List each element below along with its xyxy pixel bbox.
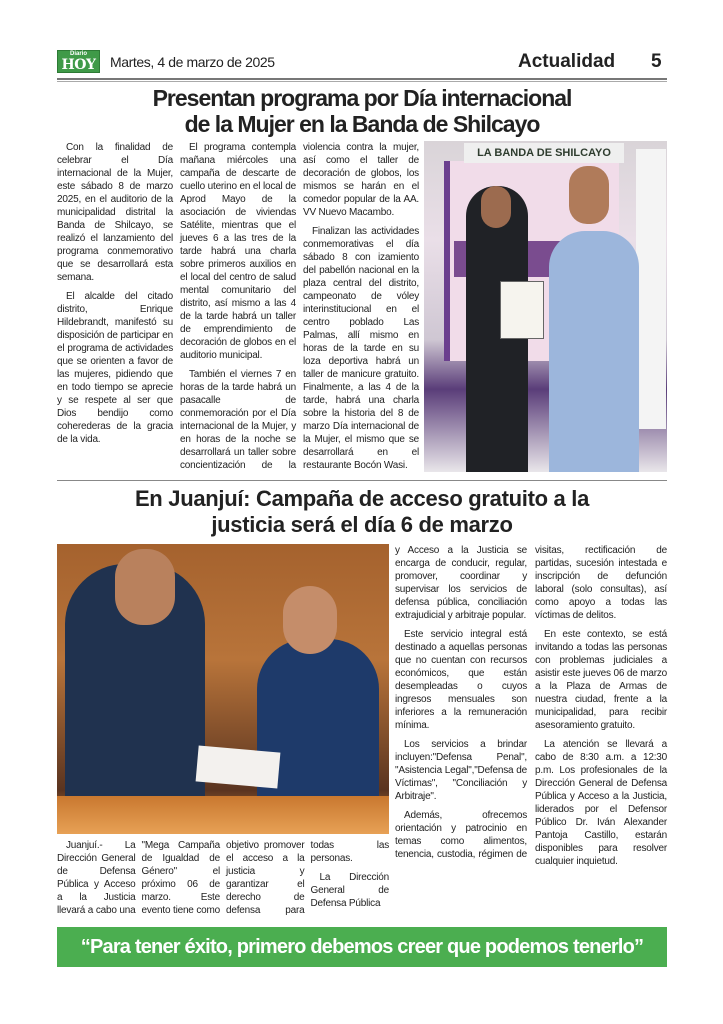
man-head [115,549,175,625]
article1-paragraph: El programa contempla mañana miércoles una campaña de descarte de cuello uterino en el local de Aprod Mayo de la asociación de viviendas Satélite, mientras que el jueves 6 a las tres de la tarde habrá una charla sobre primeros auxilios en el local del centro de salud mental comunitario del distrito, así mismo a las 4 de la tarde habrá un taller de emprendimiento de decoración de globos en el auditorio municipal. [180,142,296,361]
logo-top-text: Diario [69,51,87,57]
article2-paragraph: En este contexto, se está invitando a todas las personas con problemas judiciales a asistir este jueves 06 de marzo a la Plaza de Armas de nuestra ciudad, frente a la municipalidad, para recibir asesoramiento gratuito. [535,629,667,731]
article1-paragraph: El alcalde del citado distrito, Enrique Hildebrandt, manifestó su disposición de participar en el programa de actividades que se orienten a favor de las mujeres, pidiendo que en todo tiempo se aprecie y se respete al ser que Dios bendijo como coherederas de la gracia de la vida. [57,291,173,445]
logo-main-text: HOY [61,57,96,73]
article2-paragraph: Además, ofrecemos orientación y patrocinio en temas como alimentos, tenencia, custodia, régimen de visitas, rectificación de partidas, sucesión intestada e inscripción de defunción laboral (solo consultas), así como apoyo a todas las víctimas de delitos. [395,545,667,860]
article1-headline [57,85,667,137]
page-number: 5 [651,51,662,72]
article1-paragraph: Finalizan las actividades conmemorativas el día sábado 8 con izamiento del pabellón nacional en la plaza central del distrito, campeonato de vóley interinstitucional en el centro poblado Las Palmas, allí mismo en horas de la tarde en su loza deportiva habrá un taller de manicure gratuito. Finalmente, a las 4 de la tarde, habrá una charla sobre la historia del 8 de marzo Día internacional de la Mujer, el mismo que se desarrollará en el restaurante Bocón Wasi. [303,226,419,471]
article2-photo [57,544,389,834]
document-paper [196,745,281,788]
article2-paragraph: La atención se llevará a cabo de 8:30 a.m. a 12:30 p.m. Los profesionales de la Dirección General de Defensa Pública y Acceso a la Justicia, liderados por el Defensor Público Dr. Iván Alexander Pantoja Castillo, estarán disponibles para resolver cualquier inquietud. [535,739,667,867]
article1-headline-line1: Presentan programa por Día internacional [152,85,572,111]
article2-body-bottom [57,839,389,917]
article2-paragraph: Juanjuí.- La Dirección General de Defensa Pública y Acceso a la Justicia llevará a cabo una "Mega Campaña de Igualdad de Género" el próximo 06 de marzo. Este evento tiene como objetivo promover el acceso a la justicia y garantizar el derecho de defensa para todas las personas. [57,840,389,916]
article1 [57,141,667,472]
certificate [500,281,544,339]
mayor-figure [549,231,639,472]
article1-photo [424,141,667,472]
article2 [57,544,667,917]
quote-banner: “Para tener éxito, primero debemos creer que podemos tenerlo” [57,927,667,967]
photo-sign: LA BANDA DE SHILCAYO [464,143,624,163]
article2-paragraph: Este servicio integral está destinado a aquellas personas que no cuentan con recursos económicos, que están desempleadas o cuyos ingresos mensuales son inferiores a la remuneración mínima. [395,629,527,731]
article2-paragraph: Los servicios a brindar incluyen:"Defensa Penal", "Asistencia Legal","Defensa de Víctimas", "Conciliación y Arbitraje". [395,739,527,802]
article2-headline-line2: justicia será el día 6 de marzo [211,512,513,537]
article1-body [57,141,419,472]
table [57,796,389,834]
mayor-head [569,166,609,224]
article2-headline-line1: En Juanjuí: Campaña de acceso gratuito a la [134,486,590,511]
newspaper-logo [57,50,100,73]
issue-date: Martes, 4 de marzo de 2025 [110,54,275,70]
article2-paragraph: y Acceso a la Justicia se encarga de conducir, regular, promover, coordinar y supervisar los servicios de defensa pública, conciliación extrajudicial y arbitraje popular. [395,545,527,621]
page-content [57,85,667,967]
article1-paragraph: Con la finalidad de celebrar el Día internacional de la Mujer, este sábado 8 de marzo 2025, en el auditorio de la municipalidad distrital la Banda de Shilcayo, se realizó el lanzamiento del programa conmemorativo que se desarrollará esta semana. [57,142,173,283]
article1-paragraph: También el viernes 7 en horas de la tarde habrá un pasacalle de conmemoración por el Día internacional de la Mujer, y en horas de la noche se desarrollará un taller sobre concientización de la violencia contra la mujer, así como el taller de decoración de globos, los mismos se harán en el comedor popular de la AA. VV Nuevo Macambo. [180,142,419,471]
article2-headline [57,486,667,538]
article2-left [57,544,389,917]
article2-body-right [395,544,667,917]
section-title: Actualidad [518,51,616,72]
article-divider [57,480,667,481]
officer-head [481,186,511,228]
woman-head [283,586,337,654]
rollup-banner [636,149,666,429]
header-divider [57,78,667,82]
article1-headline-line2: de la Mujer en la Banda de Shilcayo [184,111,540,137]
article2-paragraph: La Dirección General de Defensa Pública [310,872,389,909]
